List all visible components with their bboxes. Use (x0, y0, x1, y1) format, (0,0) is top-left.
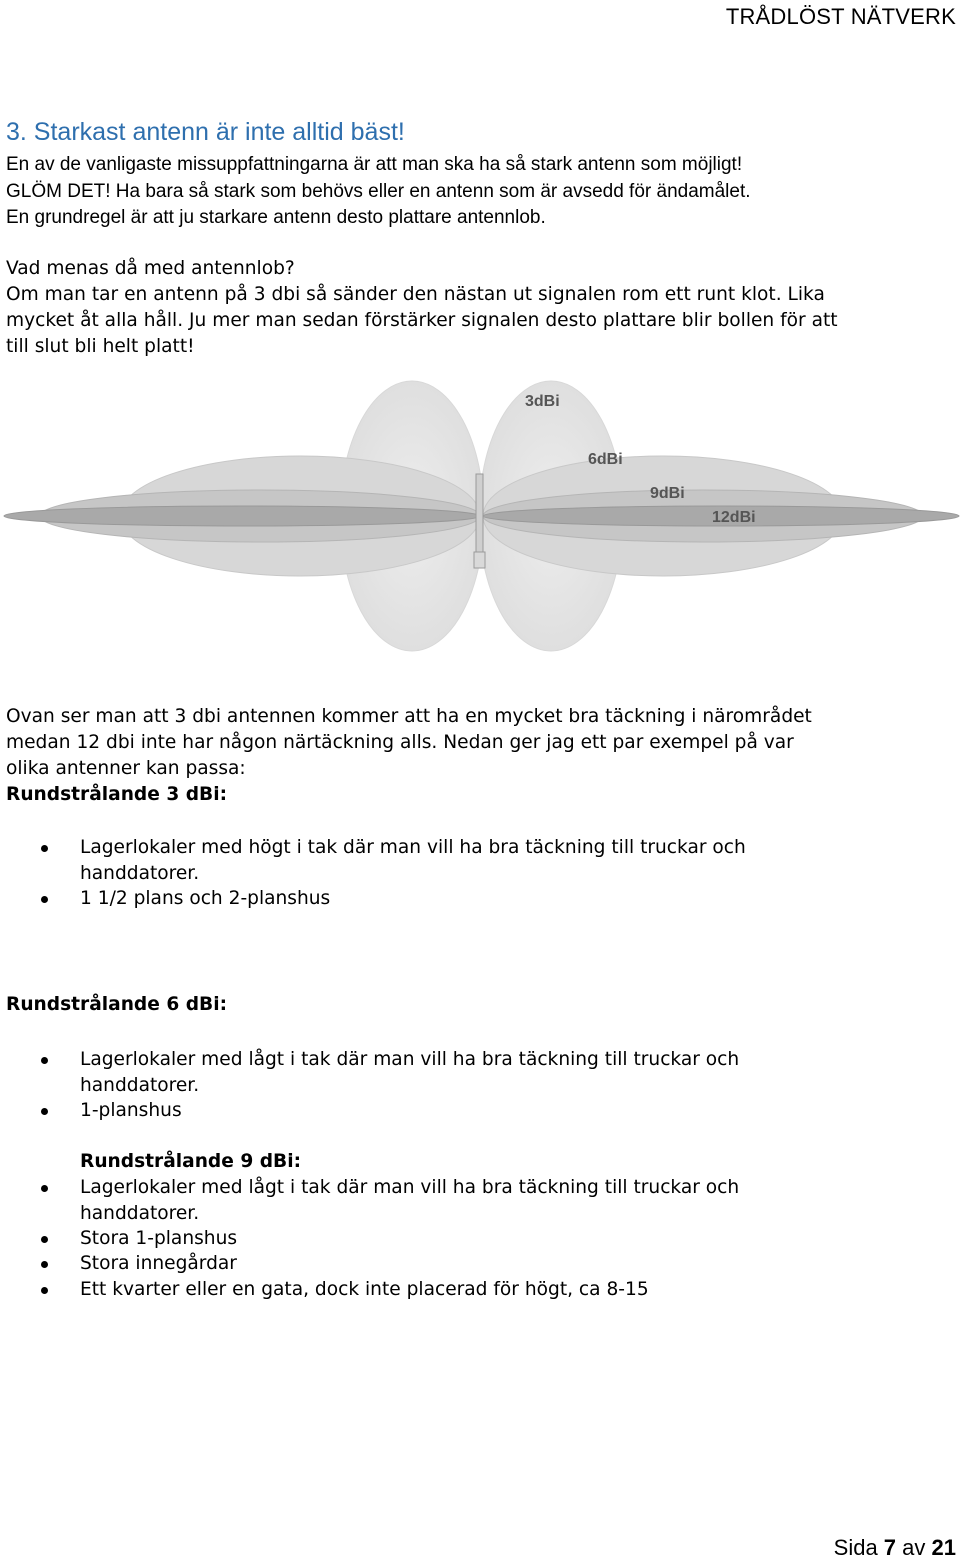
section-heading: 3. Starkast antenn är inte alltid bäst! (6, 118, 405, 146)
list-item: Lagerlokaler med högt i tak där man vill ha bra täckning till truckar och (80, 837, 746, 858)
summary-line: olika antenner kan passa: (6, 758, 246, 779)
explanation-line: mycket åt alla håll. Ju mer man sedan förstärker signalen desto plattare blir bollen för att (6, 310, 838, 331)
bullet (41, 1261, 48, 1268)
page-footer (834, 1535, 956, 1561)
label-3dbi: 3dBi (525, 393, 560, 410)
bullet (41, 1108, 48, 1115)
bullet (41, 1287, 48, 1294)
footer-prefix: Sida (833, 1535, 884, 1560)
question-text: Vad menas då med antennlob? (6, 258, 295, 279)
label-6dbi: 6dBi (588, 451, 623, 468)
header-title: TRÅDLÖST NÄTVERK (725, 4, 956, 29)
list-item: 1-planshus (80, 1100, 182, 1121)
section-title-9dbi: Rundstrålande 9 dBi: (80, 1151, 302, 1172)
bullet (41, 896, 48, 903)
antenna-icon (474, 474, 485, 568)
footer-page-total: 21 (931, 1535, 956, 1560)
list-item: Stora innegårdar (80, 1253, 237, 1274)
list-item: 1 1/2 plans och 2-planshus (80, 888, 331, 909)
list-item: Lagerlokaler med lågt i tak där man vill ha bra täckning till truckar och (80, 1049, 740, 1070)
summary-line: medan 12 dbi inte har någon närtäckning alls. Nedan ger jag ett par exempel på var (6, 732, 794, 753)
list-item-continuation: handdatorer. (80, 1203, 200, 1224)
intro-line: En av de vanligaste missuppfattningarna är att man ska ha så stark antenn som möjligt! (6, 154, 743, 175)
section-title-3dbi: Rundstrålande 3 dBi: (6, 784, 228, 805)
list-item: Ett kvarter eller en gata, dock inte placerad för högt, ca 8-15 (80, 1279, 649, 1300)
list-item: Lagerlokaler med lågt i tak där man vill ha bra täckning till truckar och (80, 1177, 740, 1198)
list-item-continuation: handdatorer. (80, 1075, 200, 1096)
explanation-line: Om man tar en antenn på 3 dbi så sänder den nästan ut signalen rom ett runt klot. Lika (6, 284, 825, 305)
bullet (41, 1236, 48, 1243)
bullet (41, 845, 48, 852)
label-9dbi: 9dBi (650, 485, 685, 502)
section-title-6dbi: Rundstrålande 6 dBi: (6, 994, 228, 1015)
list-item: Stora 1-planshus (80, 1228, 238, 1249)
summary-line: Ovan ser man att 3 dbi antennen kommer att ha en mycket bra täckning i närområdet (6, 706, 812, 727)
intro-line: GLÖM DET! Ha bara så stark som behövs eller en antenn som är avsedd för ändamålet. (6, 181, 751, 202)
intro-line: En grundregel är att ju starkare antenn desto plattare antennlob. (6, 207, 546, 228)
lobe-12dbi-left (4, 506, 480, 526)
label-12dbi: 12dBi (712, 509, 756, 526)
bullet (41, 1057, 48, 1064)
explanation-line: till slut bli helt platt! (6, 336, 195, 357)
list-item-continuation: handdatorer. (80, 863, 200, 884)
footer-middle: av (896, 1535, 932, 1560)
footer-page-number: 7 (883, 1535, 897, 1560)
bullet (41, 1185, 48, 1192)
antenna-lobe-diagram (0, 376, 960, 666)
